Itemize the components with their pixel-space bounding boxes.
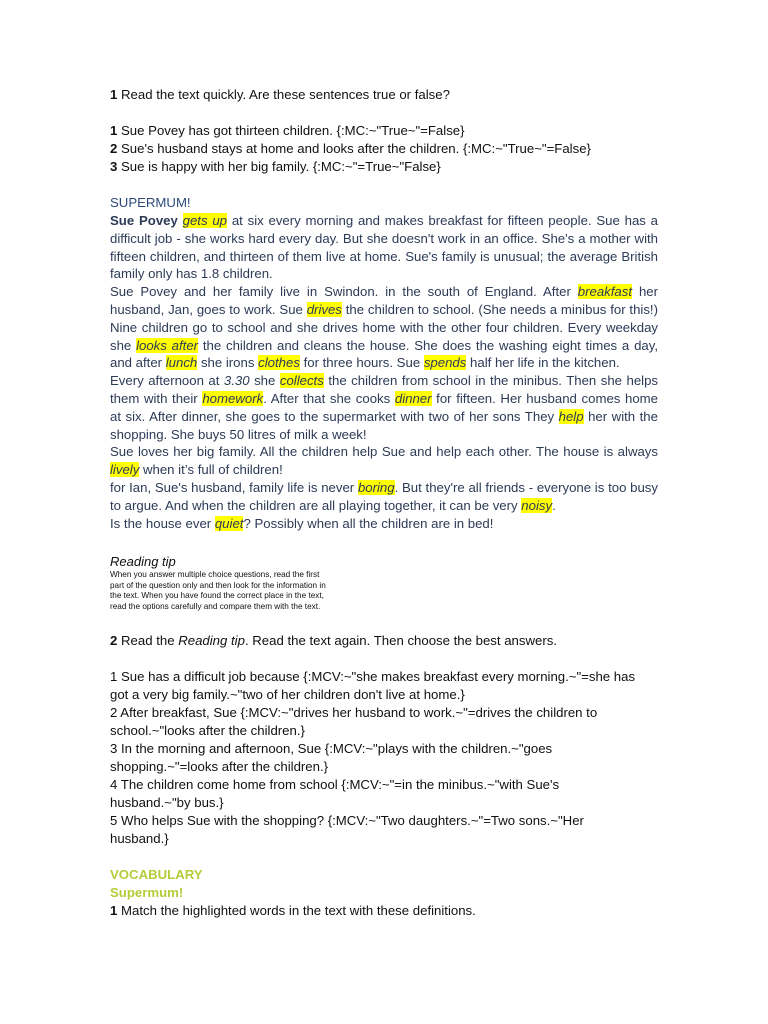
- highlighted-word: homework: [202, 390, 264, 406]
- highlighted-word: spends: [423, 355, 467, 371]
- article-paragraph: Sue Povey gets up at six every morning and makes breakfast for fifteen people. Sue has a difficult job - she works hard every day. But she doesn't work in an office. She's a mother with fifteen children, and thirteen of them live at home. Sue's family is unusual; the average British family only has 1.8 children.: [110, 213, 658, 282]
- question-item-continued: got a very big family.~"two of her children don't live at home.}: [110, 686, 465, 702]
- question-item: 2 After breakfast, Sue {:MCV:~"drives her husband to work.~"=drives the children to: [110, 704, 598, 720]
- highlighted-word: quiet: [214, 515, 244, 531]
- article-title: SUPERMUM!: [110, 195, 191, 210]
- highlighted-word: lively: [110, 462, 140, 478]
- question-item: 1 Sue has a difficult job because {:MCV:~"she makes breakfast every morning.~"=she has: [110, 668, 636, 684]
- vocabulary-subheading: Supermum!: [110, 884, 184, 900]
- question-item: 2 Sue's husband stays at home and looks after the children. {:MC:~"True~"=False}: [110, 141, 591, 156]
- question-item-continued: husband.~"by bus.}: [110, 794, 224, 810]
- vocabulary-instruction: 1 Match the highlighted words in the text with these definitions.: [110, 902, 476, 918]
- article-paragraph: Is the house ever quiet? Possibly when all the children are in bed!: [110, 515, 494, 531]
- exercise-1-instruction: [110, 86, 658, 104]
- article-paragraph: Sue loves her big family. All the children help Sue and help each other. The house is always lively when it’s full of children!: [110, 444, 658, 478]
- highlighted-word: help: [558, 408, 584, 424]
- question-item: 4 The children come home from school {:MCV:~"=in the minibus.~"with Sue's: [110, 776, 560, 792]
- reading-tip-line: read the options carefully and compare them with the text.: [110, 601, 321, 611]
- question-item-continued: school.~"looks after the children.}: [110, 722, 305, 738]
- question-item-continued: husband.}: [110, 830, 169, 846]
- highlighted-word: boring: [357, 479, 395, 495]
- reading-tip-line: When you answer multiple choice questions, read the first: [110, 570, 320, 580]
- highlighted-word: lunch: [165, 355, 198, 371]
- question-item: 3 In the morning and afternoon, Sue {:MCV:~"plays with the children.~"goes: [110, 740, 553, 756]
- highlighted-word: dinner: [394, 390, 432, 406]
- reading-tip-line: part of the question only and then look for the information in: [110, 580, 326, 590]
- article-paragraph: Every afternoon at 3.30 she collects the children from school in the minibus. Then she helps them with their homework. After that she cooks dinner for fifteen. Her husband comes home at six. After dinner, she goes to the supermarket with two of her sons They help her with the shopping. She buys 50 litres of milk a week!: [110, 373, 659, 442]
- highlighted-word: collects: [279, 373, 324, 389]
- instruction-text: Read the text quickly. Are these sentences true or false?: [121, 87, 450, 102]
- article-paragraph: Sue Povey and her family live in Swindon. in the south of England. After breakfast her husband, Jan, goes to work. Sue drives the children to school. (She needs a minibus for this!) Nine children go to school and she drives home with the other four children. Every weekday she looks after the children and cleans the house. She does the washing eight times a day, and after lunch she irons clothes for three hours. Sue spends half her life in the kitchen.: [110, 284, 659, 371]
- question-item: 3 Sue is happy with her big family. {:MC:~"=True~"False}: [110, 159, 441, 174]
- highlighted-word: clothes: [258, 355, 300, 371]
- exercise-number: 1: [110, 87, 118, 102]
- reading-tip-title: Reading tip: [110, 554, 176, 570]
- highlighted-word: breakfast: [577, 284, 633, 300]
- highlighted-word: noisy: [521, 497, 553, 513]
- document-content: [110, 86, 658, 920]
- question-item: 1 Sue Povey has got thirteen children. {:MC:~"True~"=False}: [110, 123, 465, 138]
- reading-tip-line: the text. When you have found the correct place in the text,: [110, 591, 324, 601]
- question-item: 5 Who helps Sue with the shopping? {:MCV:~"Two daughters.~"=Two sons.~"Her: [110, 812, 584, 828]
- vocabulary-heading: VOCABULARY: [110, 866, 203, 882]
- question-item-continued: shopping.~"=looks after the children.}: [110, 758, 329, 774]
- article-paragraph: for Ian, Sue's husband, family life is never boring. But they're all friends - everyone is too busy to argue. And when the children are all playing together, it can be very noisy.: [110, 479, 658, 513]
- exercise-2-instruction: 2 Read the Reading tip. Read the text again. Then choose the best answers.: [110, 632, 557, 648]
- highlighted-word: drives: [306, 301, 342, 317]
- highlighted-word: gets up: [182, 213, 228, 228]
- highlighted-word: looks after: [136, 337, 199, 353]
